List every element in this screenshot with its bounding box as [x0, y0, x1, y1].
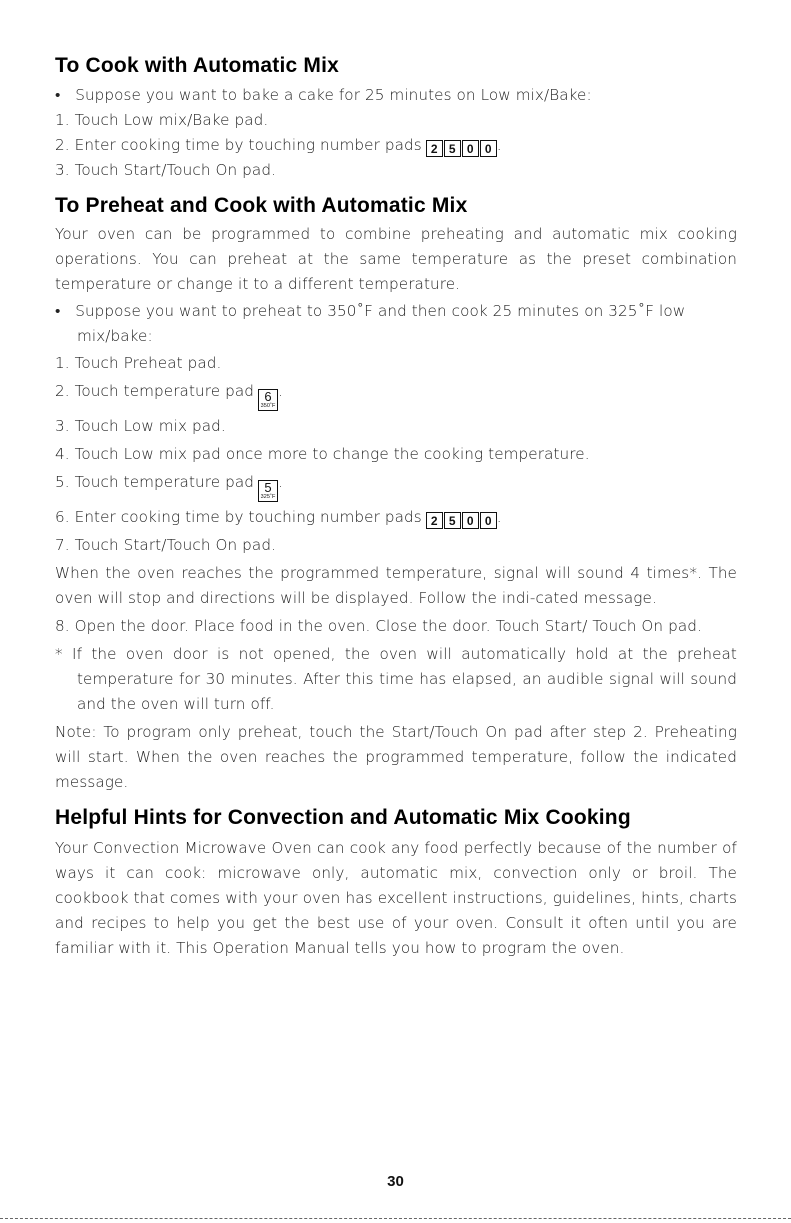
step-8: 8. Open the door. Place food in the oven. Close the door. Touch Start/ Touch On pad.	[55, 617, 702, 635]
number-key: 0	[480, 512, 497, 529]
step-5: 5. Touch temperature pad 5 325˚F .	[55, 473, 283, 500]
step-2-text: 2. Enter cooking time by touching number pads	[55, 136, 422, 154]
step-6-text: 6. Enter cooking time by touching number pads	[55, 508, 422, 526]
step-2: 2. Enter cooking time by touching number pads 2 5 0 0 .	[55, 136, 502, 156]
step-2: 2. Touch temperature pad 6 350˚F .	[55, 382, 283, 409]
preheat-signal-paragraph: When the oven reaches the programmed temperature, signal will sound 4 times*. The oven will stop and directions will be displayed. Follow the indi-cated message.	[55, 564, 737, 607]
number-key: 0	[462, 512, 479, 529]
temperature-pad-key	[258, 389, 278, 411]
bullet-text: Suppose you want to bake a cake for 25 minutes on Low mix/Bake:	[75, 86, 592, 104]
temperature-pad-number: 6	[264, 389, 272, 404]
temperature-pad-key	[258, 480, 278, 502]
footer-divider	[0, 1218, 791, 1219]
step-6: 6. Enter cooking time by touching number pads 2 5 0 0 .	[55, 508, 502, 528]
footnote: * If the oven door is not opened, the oven will automatically hold at the preheat temperature for 30 minutes. After this time has elapsed, an audible signal will sound and the oven will turn off.	[55, 645, 737, 713]
section-title-cook-automatic-mix: To Cook with Automatic Mix	[55, 54, 340, 77]
number-key: 2	[426, 140, 443, 157]
step-1: 1. Touch Low mix/Bake pad.	[55, 111, 269, 129]
step-5-text: 5. Touch temperature pad	[55, 473, 255, 491]
temperature-pad-number: 5	[264, 480, 272, 495]
helpful-hints-body: Your Convection Microwave Oven can cook any food perfectly because of the number of ways it can cook: microwave only, automatic mix, convection only or broil. The cookbook that comes with your oven has excellent instructions, guidelines, hints, charts and recipes to help you get the best use of your oven. Consult it often until you are familiar with it. This Operation Manual tells you how to program the oven.	[55, 839, 737, 957]
bullet-text: Suppose you want to preheat to 350˚F and then cook 25 minutes on 325˚F low mix/bake:	[75, 302, 686, 345]
number-key: 0	[462, 140, 479, 157]
step-3: 3. Touch Low mix pad.	[55, 417, 226, 435]
step-2-text: 2. Touch temperature pad	[55, 382, 255, 400]
bullet-item: • Suppose you want to preheat to 350˚F and then cook 25 minutes on 325˚F low mix/bake:	[55, 302, 686, 345]
section-title-preheat-cook: To Preheat and Cook with Automatic Mix	[55, 194, 468, 217]
number-key: 5	[444, 512, 461, 529]
step-7: 7. Touch Start/Touch On pad.	[55, 536, 276, 554]
bullet-item: • Suppose you want to bake a cake for 25 minutes on Low mix/Bake:	[55, 86, 592, 104]
page-number: 30	[387, 1173, 404, 1190]
manual-page	[55, 52, 737, 961]
step-1: 1. Touch Preheat pad.	[55, 354, 222, 372]
number-key: 0	[480, 140, 497, 157]
note-paragraph: Note: To program only preheat, touch the Start/Touch On pad after step 2. Preheating will start. When the oven reaches the programmed temperature, follow the indicated message.	[55, 723, 737, 791]
step-4: 4. Touch Low mix pad once more to change the cooking temperature.	[55, 445, 590, 463]
number-key: 2	[426, 512, 443, 529]
section-title-helpful-hints: Helpful Hints for Convection and Automatic Mix Cooking	[55, 806, 631, 829]
section-intro: Your oven can be programmed to combine preheating and automatic mix cooking operations. You can preheat at the same temperature as the preset combination temperature or change it to a different temperature.	[55, 225, 737, 293]
number-pad-keys	[426, 512, 497, 529]
temperature-pad-label: 325˚F	[260, 494, 276, 500]
number-key: 5	[444, 140, 461, 157]
step-3: 3. Touch Start/Touch On pad.	[55, 161, 276, 179]
temperature-pad-label: 350˚F	[260, 403, 276, 409]
number-pad-keys	[426, 140, 497, 157]
